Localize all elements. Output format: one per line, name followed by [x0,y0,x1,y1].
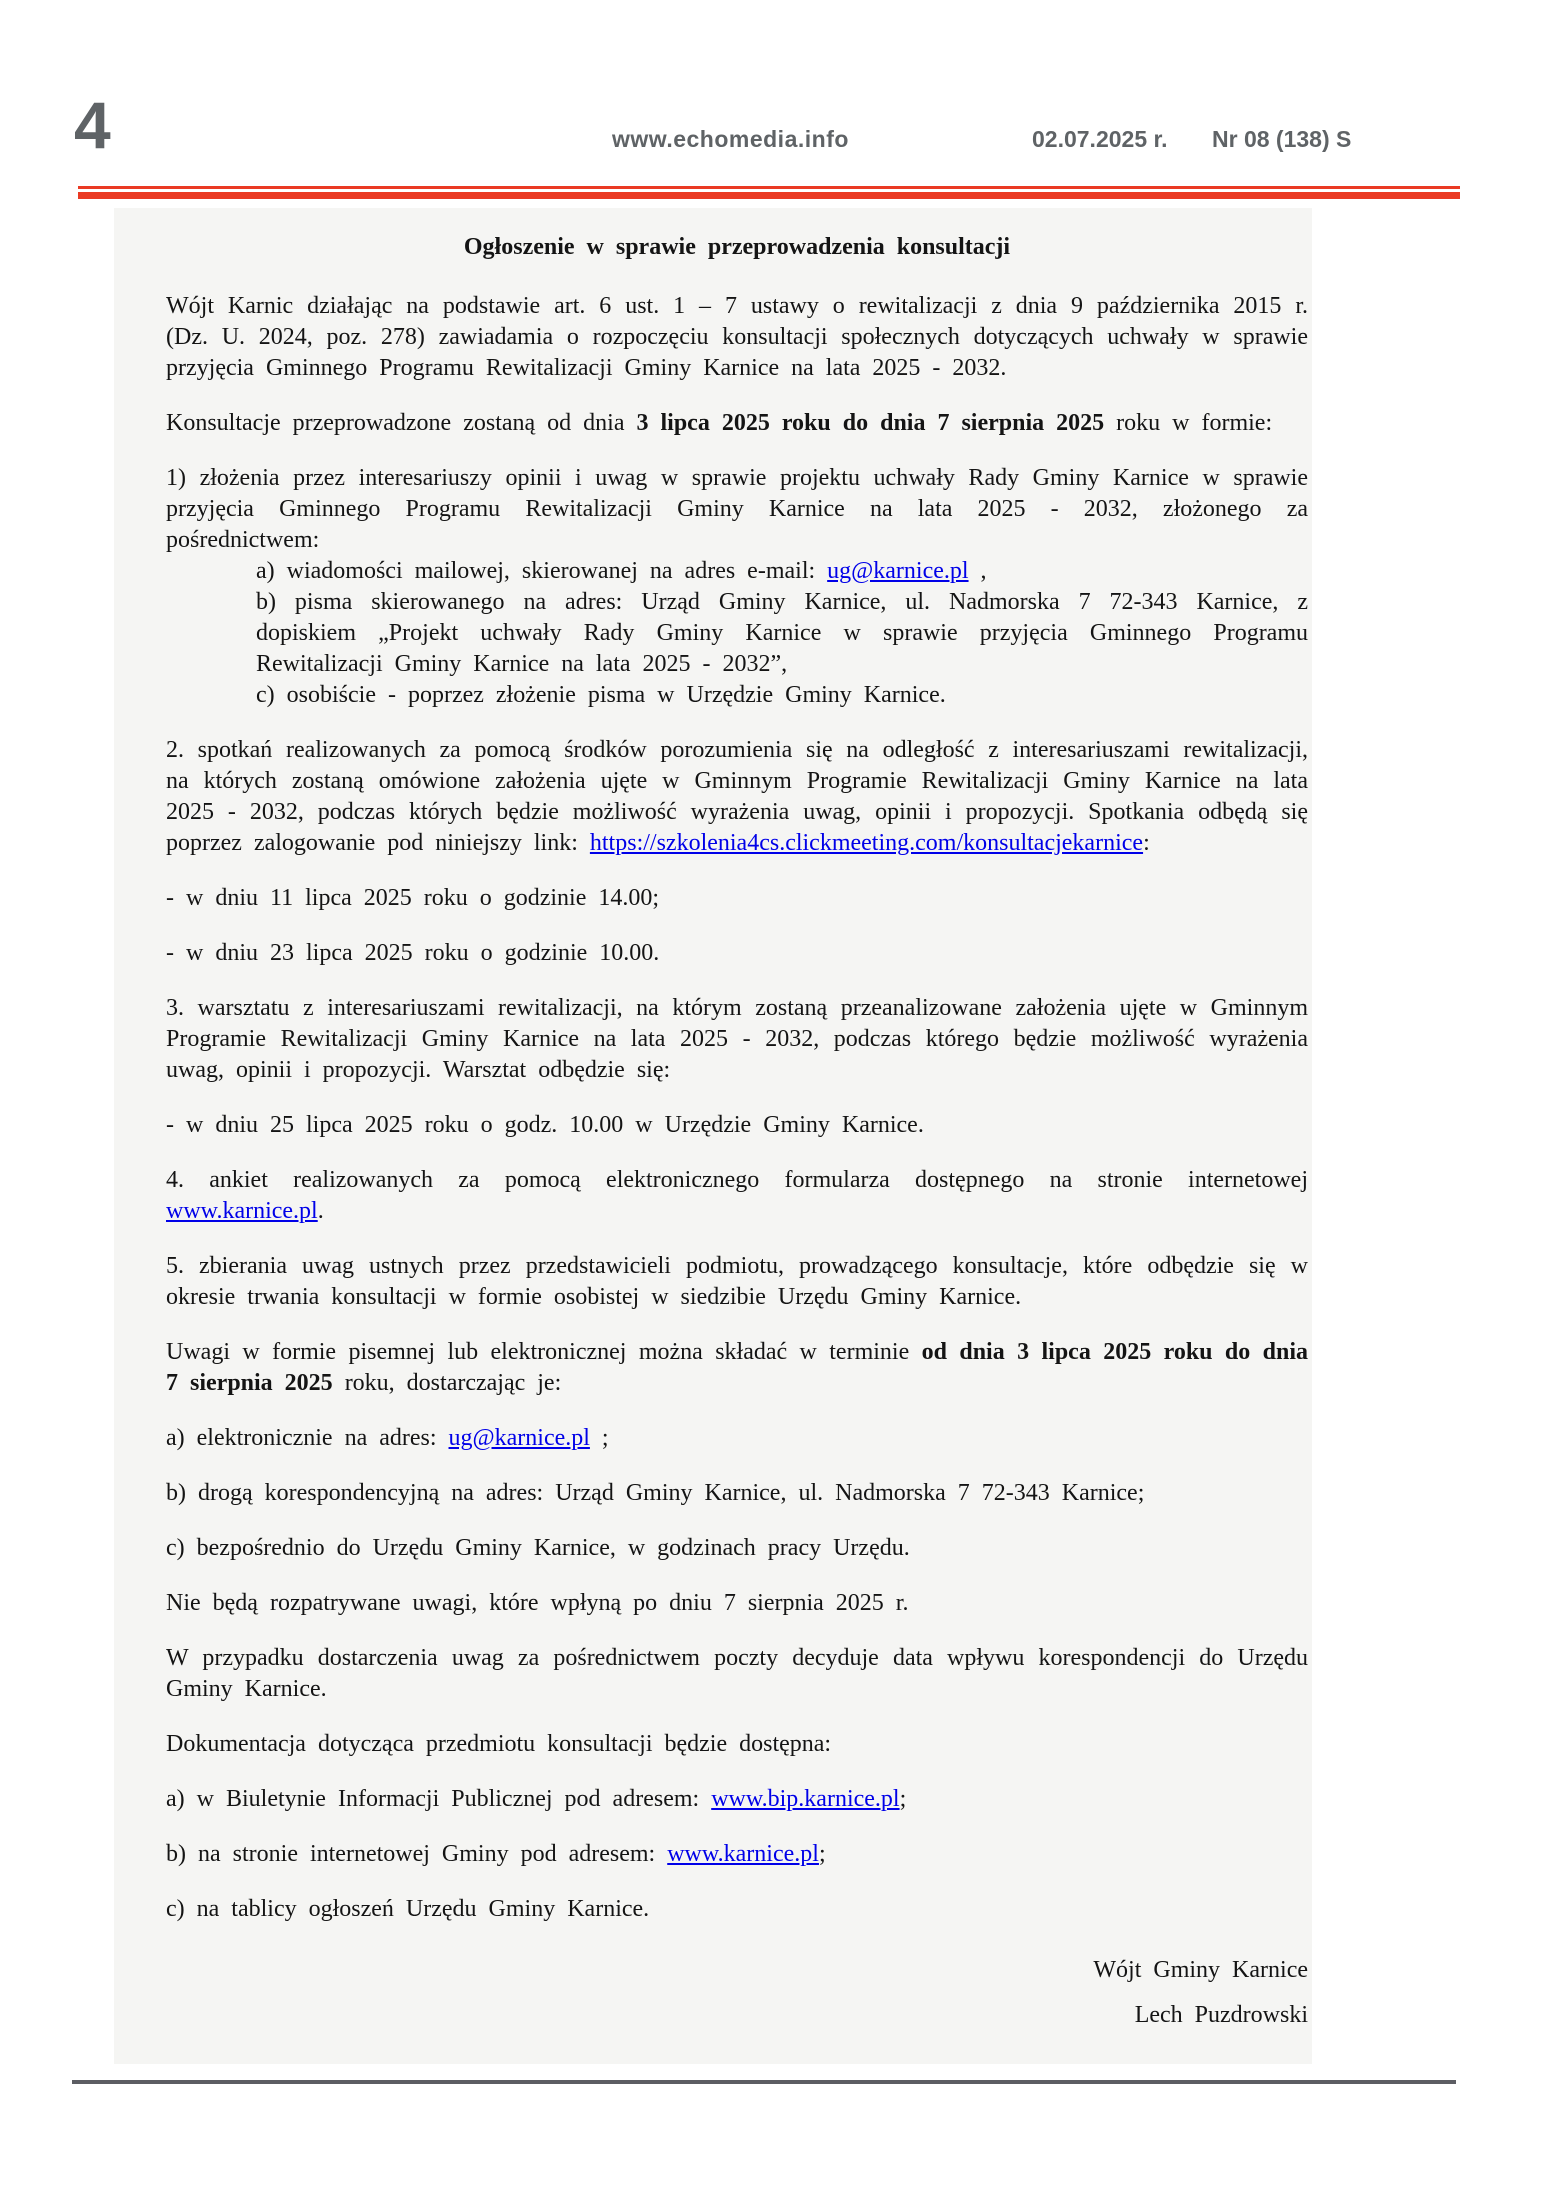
text-segment: roku, dostarczając je: [332,1370,562,1396]
text-segment: - w dniu 23 lipca 2025 roku o godzinie 10.00. [166,940,660,966]
text-segment: 3. warsztatu z interesariuszami rewitalizacji, na którym zostaną przeanalizowane założenia ujęte w Gminnym Programie Rewitalizacji Gminy Karnice na lata 2025 - 2032, podczas którego będzie możliwość wyrażenia uwag, opinii i propozycji. Warsztat odbędzie się: [166,995,1308,1083]
text-segment: : [1143,830,1150,856]
paragraph-1 [166,291,1308,384]
text-segment: a) elektronicznie na adres: [166,1425,449,1451]
document-title: Ogłoszenie w sprawie przeprowadzenia konsultacji [463,234,1011,260]
text-segment: 4. ankiet realizowanych za pomocą elektronicznego formularza dostępnego na stronie internetowej [166,1167,1308,1193]
paragraph-21 [166,1784,1308,1815]
text-segment: Nie będą rozpatrywane uwagi, które wpłyną po dniu 7 sierpnia 2025 r. [166,1590,909,1616]
text-segment: Konsultacje przeprowadzone zostaną od dnia [166,410,637,436]
bold-date-range: od dnia 3 lipca 2025 roku do dnia 7 sierpnia 2025 [166,1339,1308,1396]
text-segment: c) na tablicy ogłoszeń Urzędu Gminy Karnice. [166,1896,650,1922]
text-segment: b) pisma skierowanego na adres: Urząd Gminy Karnice, ul. Nadmorska 7 72-343 Karnice, z dopiskiem „Projekt uchwały Rady Gminy Karnice w sprawie przyjęcia Gminnego Programu Rewitalizacji Gminy Karnice na lata 2025 - 2032”, [256,589,1308,677]
paragraph-5 [256,587,1308,680]
header-rule-thin [78,186,1460,189]
text-segment: ; [818,1841,826,1867]
paragraph-13 [166,1251,1308,1313]
text-segment: ; [589,1425,609,1451]
paragraph-7 [166,735,1308,859]
paragraph-2 [166,408,1308,439]
text-segment: ; [899,1786,907,1812]
paragraph-9 [166,938,1308,969]
paragraph-17 [166,1533,1308,1564]
text-segment: b) na stronie internetowej Gminy pod adresem: [166,1841,668,1867]
site-url: www.echomedia.info [612,126,849,152]
text-segment: roku w formie: [1104,410,1273,436]
signature-role: Wójt Gminy Karnice [1093,1957,1308,1983]
karnice-website-link[interactable]: www.karnice.pl [166,1198,318,1224]
meeting-link[interactable]: https://szkolenia4cs.clickmeeting.com/konsultacjekarnice [589,830,1144,856]
issue-number: Nr 08 (138) S [1212,126,1352,152]
gmina-website-link[interactable]: www.karnice.pl [667,1841,819,1867]
announcement-document [166,232,1308,2031]
email-link-2[interactable]: ug@karnice.pl [448,1425,590,1451]
text-segment: - w dniu 11 lipca 2025 roku o godzinie 14.00; [166,885,660,911]
document-paragraphs [166,291,1308,1925]
header-rule [78,186,1460,199]
paragraph-23 [166,1894,1308,1925]
paragraph-6 [256,680,1308,711]
paragraph-16 [166,1478,1308,1509]
text-segment: - w dniu 25 lipca 2025 roku o godz. 10.00 w Urzędzie Gminy Karnice. [166,1112,924,1138]
paragraph-4 [256,556,1308,587]
paragraph-12 [166,1165,1308,1227]
text-segment: Wójt Karnic działając na podstawie art. 6 ust. 1 – 7 ustawy o rewitalizacji z dnia 9 października 2015 r. (Dz. U. 2024, poz. 278) zawiadamia o rozpoczęciu konsultacji społecznych dotyczących uchwały w sprawie przyjęcia Gminnego Programu Rewitalizacji Gminy Karnice na lata 2025 - 2032. [166,293,1308,381]
text-segment: 2. spotkań realizowanych za pomocą środków porozumienia się na odległość z interesariuszami rewitalizacji, na których zostaną omówione założenia ujęte w Gminnym Programie Rewitalizacji Gminy Karnice na lata 2025 - 2032, podczas których będzie możliwość wyrażenia uwag, opinii i propozycji. Spotkania odbędą się poprzez zalogowanie pod niniejszy link: [166,737,1308,856]
text-segment: b) drogą korespondencyjną na adres: Urząd Gminy Karnice, ul. Nadmorska 7 72-343 Karnice; [166,1480,1145,1506]
bip-link[interactable]: www.bip.karnice.pl [711,1786,900,1812]
header-rule-thick [78,192,1460,199]
text-segment: Uwagi w formie pisemnej lub elektronicznej można składać w terminie [166,1339,922,1365]
text-segment: . [317,1198,324,1224]
email-link[interactable]: ug@karnice.pl [827,558,969,584]
paragraph-19 [166,1643,1308,1705]
text-segment: , [968,558,987,584]
paragraph-3 [166,463,1308,556]
text-segment: 5. zbierania uwag ustnych przez przedstawicieli podmiotu, prowadzącego konsultacje, które odbędzie się w okresie trwania konsultacji w formie osobistej w siedzibie Urzędu Gminy Karnice. [166,1253,1308,1310]
paragraph-10 [166,993,1308,1086]
page-number: 4 [74,88,111,162]
paragraph-8 [166,883,1308,914]
bold-date-range: 3 lipca 2025 roku do dnia 7 sierpnia 2025 [636,410,1105,436]
paragraph-20 [166,1729,1308,1760]
text-segment: c) bezpośrednio do Urzędu Gminy Karnice, w godzinach pracy Urzędu. [166,1535,910,1561]
text-segment: a) wiadomości mailowej, skierowanej na adres e-mail: [256,558,828,584]
text-segment: 1) złożenia przez interesariuszy opinii i uwag w sprawie projektu uchwały Rady Gminy Karnice w sprawie przyjęcia Gminnego Programu Rewitalizacji Gminy Karnice na lata 2025 - 2032, złożonego za pośrednictwem: [166,465,1308,553]
issue-date: 02.07.2025 r. [1032,126,1168,152]
signature-block [166,1955,1308,2031]
text-segment: a) w Biuletynie Informacji Publicznej pod adresem: [166,1786,712,1812]
text-segment: Dokumentacja dotycząca przedmiotu konsultacji będzie dostępna: [166,1731,832,1757]
paragraph-11 [166,1110,1308,1141]
paragraph-14 [166,1337,1308,1399]
signature-name: Lech Puzdrowski [1134,2002,1308,2028]
text-segment: c) osobiście - poprzez złożenie pisma w Urzędzie Gminy Karnice. [256,682,946,708]
paragraph-18 [166,1588,1308,1619]
paragraph-15 [166,1423,1308,1454]
footer-rule [72,2080,1456,2084]
paragraph-22 [166,1839,1308,1870]
text-segment: W przypadku dostarczenia uwag za pośrednictwem poczty decyduje data wpływu korespondencji do Urzędu Gminy Karnice. [166,1645,1308,1702]
